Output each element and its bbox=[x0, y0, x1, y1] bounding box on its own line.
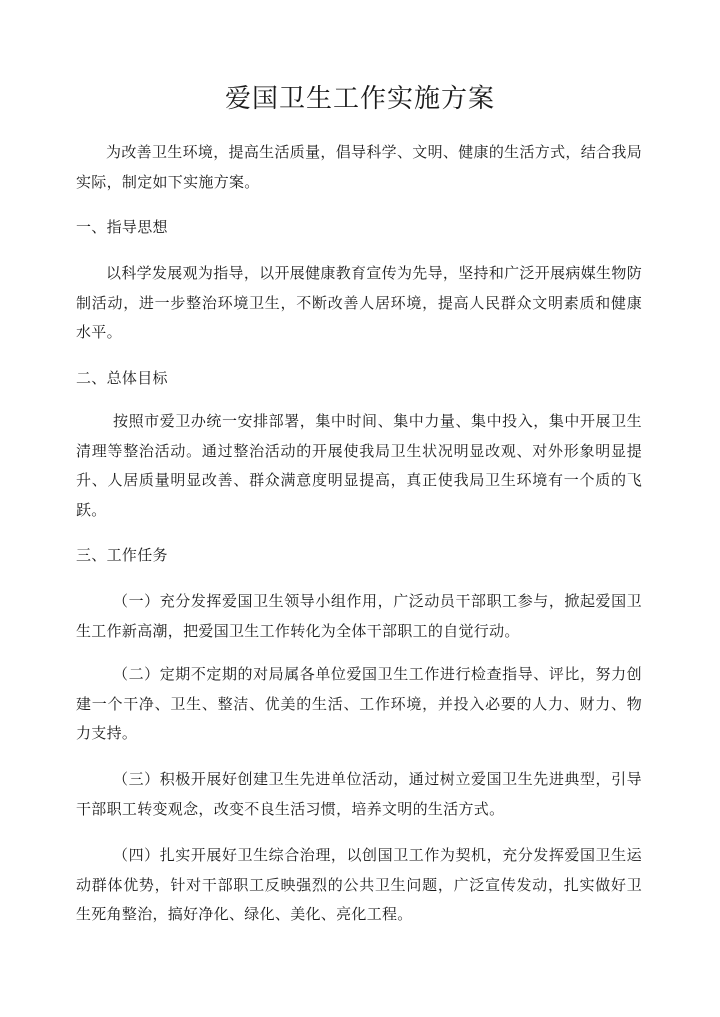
document-title: 爱国卫生工作实施方案 bbox=[224, 84, 495, 114]
section-heading-overall-goal: 二、总体目标 bbox=[76, 369, 168, 387]
section-heading-guiding-ideology: 一、指导思想 bbox=[76, 218, 168, 236]
work-task-item-4: （四）扎实开展好卫生综合治理，以创国卫工作为契机，充分发挥爱国卫生运动群体优势，针对干部职工反映强烈的公共卫生问题，广泛宣传发动，扎实做好卫生死角整治，搞好净化、绿化、美化、亮化工程。 bbox=[76, 846, 642, 923]
section-body-guiding-ideology: 以科学发展观为指导，以开展健康教育宣传为先导，坚持和广泛开展病媒生物防制活动，进一步整治环境卫生，不断改善人居环境，提高人民群众文明素质和健康水平。 bbox=[76, 264, 642, 341]
section-body-overall-goal: 按照市爱卫办统一安排部署，集中时间、集中力量、集中投入，集中开展卫生清理等整治活动。通过整治活动的开展使我局卫生状况明显改观、对外形象明显提升、人居质量明显改善、群众满意度明显提高，真正使我局卫生环境有一个质的飞跃。 bbox=[76, 412, 642, 519]
work-task-item-3: （三）积极开展好创建卫生先进单位活动，通过树立爱国卫生先进典型，引导干部职工转变观念，改变不良生活习惯，培养文明的生活方式。 bbox=[76, 770, 642, 818]
section-heading-work-tasks: 三、工作任务 bbox=[76, 546, 168, 564]
work-task-item-1: （一）充分发挥爱国卫生领导小组作用，广泛动员干部职工参与，掀起爱国卫生工作新高潮，把爱国卫生工作转化为全体干部职工的自觉行动。 bbox=[76, 592, 642, 640]
work-task-item-2: （二）定期不定期的对局属各单位爱国卫生工作进行检查指导、评比，努力创建一个干净、卫生、整洁、优美的生活、工作环境，并投入必要的人力、财力、物力支持。 bbox=[76, 665, 642, 742]
intro-paragraph: 为改善卫生环境，提高生活质量，倡导科学、文明、健康的生活方式，结合我局实际，制定如下实施方案。 bbox=[76, 143, 642, 191]
